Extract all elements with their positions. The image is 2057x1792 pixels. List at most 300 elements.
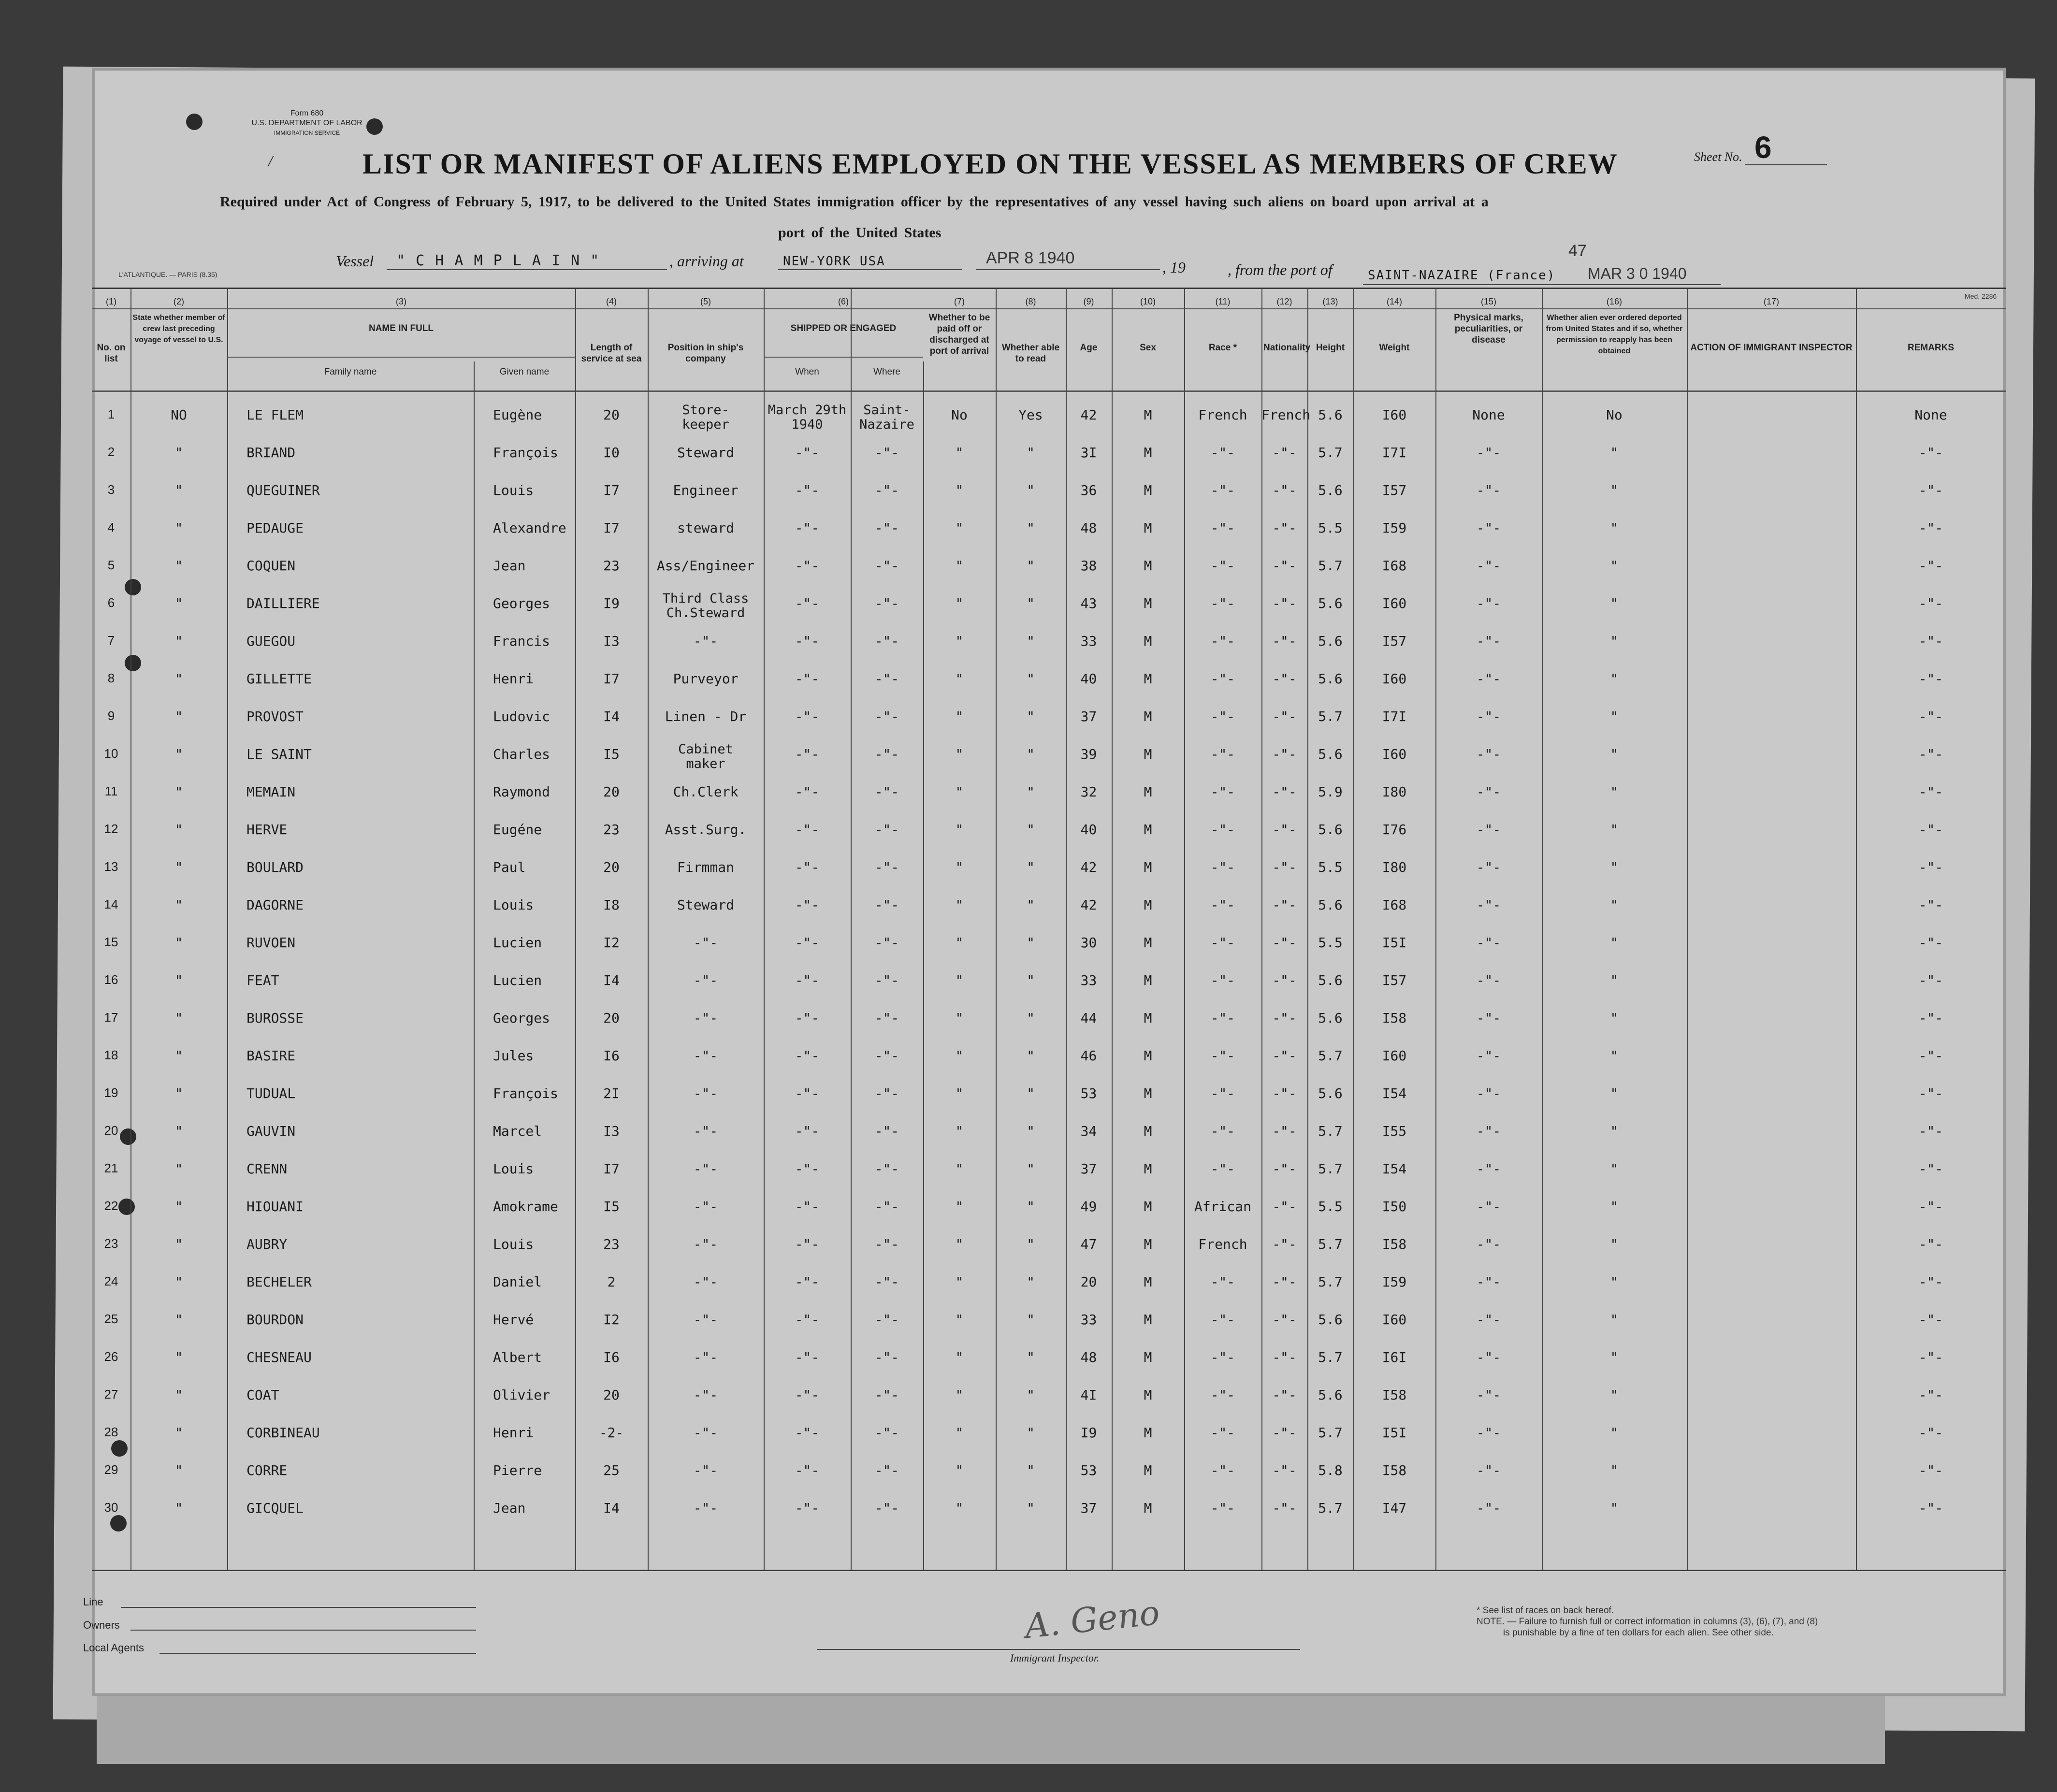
cell-marks: -"- bbox=[1476, 859, 1501, 875]
cell-prev: " bbox=[174, 1085, 183, 1101]
cell-deported: " bbox=[1610, 708, 1619, 724]
cell-age: 3I bbox=[1080, 445, 1097, 461]
cell-no: 4 bbox=[107, 520, 115, 535]
cell-remarks: -"- bbox=[1918, 859, 1943, 875]
cell-deported: " bbox=[1610, 897, 1619, 913]
cell-where: -"- bbox=[874, 520, 899, 536]
cell-where: -"- bbox=[874, 784, 899, 800]
cell-family: COAT bbox=[246, 1387, 279, 1403]
cell-given: Henri bbox=[493, 671, 534, 687]
cell-prev: " bbox=[174, 482, 183, 498]
cell-given: Jules bbox=[493, 1048, 534, 1064]
cell-service: I9 bbox=[603, 595, 620, 611]
cell-height: 5.6 bbox=[1318, 897, 1343, 913]
cell-race: -"- bbox=[1210, 784, 1235, 800]
cell-sex: M bbox=[1144, 520, 1152, 536]
cell-weight: I60 bbox=[1382, 595, 1407, 611]
cell-position: -"- bbox=[693, 1085, 718, 1101]
cell-weight: I7I bbox=[1382, 708, 1407, 724]
cell-weight: I7I bbox=[1382, 445, 1407, 461]
cell-where: -"- bbox=[874, 1462, 899, 1478]
column-number: (14) bbox=[1386, 297, 1402, 306]
cell-read: " bbox=[1027, 1500, 1035, 1516]
cell-service: I8 bbox=[603, 897, 620, 913]
cell-service: I4 bbox=[603, 708, 620, 724]
cell-given: Albert bbox=[493, 1349, 542, 1365]
cell-age: 48 bbox=[1080, 1349, 1097, 1365]
cell-when: -"- bbox=[795, 859, 820, 875]
column-header: Whether to be paid off or discharged at port of arrival bbox=[928, 313, 990, 356]
cell-where: -"- bbox=[874, 935, 899, 951]
cell-weight: I58 bbox=[1382, 1387, 1407, 1403]
cell-race: -"- bbox=[1210, 558, 1235, 574]
cell-when: -"- bbox=[795, 445, 820, 461]
cell-deported: " bbox=[1610, 822, 1619, 838]
cell-sex: M bbox=[1144, 1199, 1152, 1214]
column-header: Length of service at sea bbox=[581, 343, 642, 364]
table-row bbox=[92, 1192, 2006, 1229]
cell-when: -"- bbox=[795, 972, 820, 988]
column-header: NAME IN FULL bbox=[368, 323, 434, 333]
cell-race: -"- bbox=[1210, 708, 1235, 724]
cell-deported: " bbox=[1610, 972, 1619, 988]
cell-prev: " bbox=[174, 1500, 183, 1516]
cell-where: -"- bbox=[874, 972, 899, 988]
cell-no: 23 bbox=[104, 1236, 118, 1251]
cell-remarks: -"- bbox=[1918, 1387, 1943, 1403]
cell-nationality: -"- bbox=[1272, 822, 1297, 838]
cell-nationality: -"- bbox=[1272, 1500, 1297, 1516]
cell-race: -"- bbox=[1210, 1462, 1235, 1478]
cell-service: I2 bbox=[603, 935, 620, 951]
cell-position: -"- bbox=[693, 1349, 718, 1365]
cell-deported: " bbox=[1610, 1387, 1619, 1403]
cell-marks: -"- bbox=[1476, 1199, 1501, 1214]
cell-read: " bbox=[1027, 1462, 1035, 1478]
cell-no: 22 bbox=[104, 1199, 118, 1213]
cell-paid: " bbox=[955, 1500, 964, 1516]
cell-read: " bbox=[1027, 445, 1035, 461]
cell-race: -"- bbox=[1210, 482, 1235, 498]
cell-position: Firmman bbox=[677, 859, 734, 875]
cell-read: " bbox=[1027, 1199, 1035, 1214]
cell-family: COQUEN bbox=[246, 558, 296, 574]
cell-service: I5 bbox=[603, 1199, 620, 1214]
cell-paid: " bbox=[955, 445, 964, 461]
cell-prev: " bbox=[174, 859, 183, 875]
cell-position: -"- bbox=[693, 1010, 718, 1026]
cell-weight: I59 bbox=[1382, 520, 1407, 536]
departure-date-stamp: MAR 3 0 1940 bbox=[1588, 265, 1687, 282]
cell-read: " bbox=[1027, 1161, 1035, 1177]
page-edge bbox=[97, 1691, 1885, 1764]
cell-prev: " bbox=[174, 1312, 183, 1328]
header-mark: / bbox=[268, 152, 273, 170]
cell-marks: -"- bbox=[1476, 708, 1501, 724]
cell-read: " bbox=[1027, 671, 1035, 687]
cell-sex: M bbox=[1144, 972, 1152, 988]
cell-height: 5.9 bbox=[1318, 784, 1343, 800]
cell-remarks: -"- bbox=[1918, 1236, 1943, 1252]
cell-deported: " bbox=[1610, 558, 1619, 574]
cell-nationality: -"- bbox=[1272, 784, 1297, 800]
cell-sex: M bbox=[1144, 1123, 1152, 1139]
cell-deported: " bbox=[1610, 520, 1619, 536]
column-header: Nationality bbox=[1263, 343, 1311, 353]
cell-race: -"- bbox=[1210, 1387, 1235, 1403]
cell-height: 5.5 bbox=[1318, 935, 1343, 951]
subtitle-line-2: port of the United States bbox=[778, 225, 942, 241]
fine-note-2: is punishable by a fine of ten dollars for each alien. See other side. bbox=[1503, 1628, 1774, 1638]
cell-position: -"- bbox=[693, 633, 718, 649]
column-number: (15) bbox=[1480, 297, 1496, 306]
cell-position: -"- bbox=[693, 1161, 718, 1177]
cell-height: 5.6 bbox=[1318, 822, 1343, 838]
cell-weight: I54 bbox=[1382, 1085, 1407, 1101]
cell-nationality: -"- bbox=[1272, 671, 1297, 687]
cell-deported: " bbox=[1610, 1010, 1619, 1026]
cell-when: -"- bbox=[795, 1462, 820, 1478]
arriving-label: , arriving at bbox=[669, 252, 744, 270]
cell-when: -"- bbox=[795, 746, 820, 762]
cell-race: -"- bbox=[1210, 859, 1235, 875]
column-number: (12) bbox=[1276, 297, 1292, 306]
cell-nationality: -"- bbox=[1272, 445, 1297, 461]
cell-no: 21 bbox=[104, 1161, 118, 1175]
owners-field bbox=[130, 1630, 476, 1631]
printer-mark: L'ATLANTIQUE. — PARIS (8.35) bbox=[118, 271, 217, 278]
cell-paid: " bbox=[955, 633, 964, 649]
group-header-rule bbox=[227, 357, 575, 358]
cell-age: 48 bbox=[1080, 520, 1097, 536]
cell-position: -"- bbox=[693, 1462, 718, 1478]
cell-weight: I80 bbox=[1382, 784, 1407, 800]
cell-remarks: -"- bbox=[1918, 445, 1943, 461]
column-subheader: When bbox=[795, 367, 819, 377]
cell-read: " bbox=[1027, 1312, 1035, 1328]
column-number: (3) bbox=[396, 297, 406, 306]
cell-weight: I60 bbox=[1382, 1312, 1407, 1328]
table-row bbox=[92, 1418, 2006, 1456]
cell-prev: " bbox=[174, 558, 183, 574]
cell-no: 19 bbox=[104, 1085, 118, 1100]
cell-sex: M bbox=[1144, 1462, 1152, 1478]
cell-service: I7 bbox=[603, 671, 620, 687]
column-header: Height bbox=[1316, 343, 1345, 353]
from-port-label: , from the port of bbox=[1228, 261, 1333, 278]
cell-paid: " bbox=[955, 1236, 964, 1252]
cell-marks: -"- bbox=[1476, 1010, 1501, 1026]
cell-race: -"- bbox=[1210, 746, 1235, 762]
table-row bbox=[92, 1229, 2006, 1267]
cell-paid: " bbox=[955, 822, 964, 838]
cell-paid: " bbox=[955, 1462, 964, 1478]
cell-race: French bbox=[1198, 1236, 1247, 1252]
cell-age: 33 bbox=[1080, 972, 1097, 988]
cell-deported: " bbox=[1610, 482, 1619, 498]
cell-height: 5.7 bbox=[1318, 558, 1343, 574]
cell-given: François bbox=[493, 1085, 558, 1101]
cell-given: Eugène bbox=[493, 407, 542, 423]
cell-prev: " bbox=[174, 1199, 183, 1214]
table-row bbox=[92, 777, 2006, 815]
cell-prev: " bbox=[174, 822, 183, 838]
cell-service: I6 bbox=[603, 1048, 620, 1064]
cell-race: -"- bbox=[1210, 595, 1235, 611]
cell-remarks: -"- bbox=[1918, 822, 1943, 838]
cell-position: -"- bbox=[693, 935, 718, 951]
cell-read: " bbox=[1027, 520, 1035, 536]
column-header: Position in ship's company bbox=[667, 343, 744, 364]
table-row bbox=[92, 1116, 2006, 1154]
fine-note-1: NOTE. — Failure to furnish full or correct information in columns (3), (6), (7), and (8) bbox=[1477, 1617, 1818, 1627]
cell-nationality: -"- bbox=[1272, 482, 1297, 498]
cell-age: 37 bbox=[1080, 1500, 1097, 1516]
cell-service: 20 bbox=[603, 1387, 620, 1403]
cell-nationality: -"- bbox=[1272, 558, 1297, 574]
cell-family: BOULARD bbox=[246, 859, 304, 875]
cell-no: 16 bbox=[104, 972, 118, 987]
cell-prev: " bbox=[174, 1161, 183, 1177]
cell-position: Store- keeper bbox=[682, 403, 729, 432]
cell-service: 23 bbox=[603, 1236, 620, 1252]
column-header: ACTION OF IMMIGRANT INSPECTOR bbox=[1690, 343, 1853, 353]
cell-sex: M bbox=[1144, 935, 1152, 951]
cell-height: 5.7 bbox=[1318, 1236, 1343, 1252]
cell-weight: I50 bbox=[1382, 1199, 1407, 1214]
cell-height: 5.7 bbox=[1318, 1500, 1343, 1516]
cell-age: 34 bbox=[1080, 1123, 1097, 1139]
cell-remarks: -"- bbox=[1918, 1462, 1943, 1478]
cell-height: 5.7 bbox=[1318, 1161, 1343, 1177]
cell-height: 5.7 bbox=[1318, 1274, 1343, 1290]
cell-paid: " bbox=[955, 520, 964, 536]
cell-nationality: -"- bbox=[1272, 633, 1297, 649]
cell-read: " bbox=[1027, 1123, 1035, 1139]
cell-race: -"- bbox=[1210, 1010, 1235, 1026]
cell-marks: None bbox=[1472, 407, 1505, 423]
cell-family: BOURDON bbox=[246, 1312, 304, 1328]
cell-position: Linen - Dr bbox=[665, 708, 747, 724]
cell-sex: M bbox=[1144, 1010, 1152, 1026]
cell-when: -"- bbox=[795, 1085, 820, 1101]
column-subheader: Given name bbox=[499, 367, 550, 377]
column-number: (16) bbox=[1606, 297, 1622, 306]
cell-no: 13 bbox=[104, 859, 118, 874]
cell-age: 33 bbox=[1080, 1312, 1097, 1328]
cell-remarks: -"- bbox=[1918, 1085, 1943, 1101]
cell-nationality: -"- bbox=[1272, 1274, 1297, 1290]
cell-race: -"- bbox=[1210, 897, 1235, 913]
cell-no: 15 bbox=[104, 935, 118, 949]
cell-deported: " bbox=[1610, 1048, 1619, 1064]
cell-given: Eugéne bbox=[493, 822, 542, 838]
cell-family: GILLETTE bbox=[246, 671, 312, 687]
cell-family: CORBINEAU bbox=[246, 1425, 320, 1441]
cell-marks: -"- bbox=[1476, 595, 1501, 611]
cell-family: DAGORNE bbox=[246, 897, 304, 913]
cell-nationality: -"- bbox=[1272, 1123, 1297, 1139]
cell-no: 6 bbox=[107, 595, 115, 610]
cell-paid: " bbox=[955, 1349, 964, 1365]
cell-marks: -"- bbox=[1476, 1387, 1501, 1403]
signature-line bbox=[817, 1649, 1300, 1650]
cell-age: 43 bbox=[1080, 595, 1097, 611]
cell-position: -"- bbox=[693, 1312, 718, 1328]
cell-age: 42 bbox=[1080, 859, 1097, 875]
cell-prev: " bbox=[174, 1387, 183, 1403]
cell-when: -"- bbox=[795, 822, 820, 838]
cell-height: 5.6 bbox=[1318, 1312, 1343, 1328]
med-number: Med. 2286 bbox=[1965, 292, 1997, 300]
column-subheader: Family name bbox=[324, 367, 377, 377]
cell-read: " bbox=[1027, 822, 1035, 838]
cell-paid: " bbox=[955, 1274, 964, 1290]
cell-given: Amokrame bbox=[493, 1199, 558, 1214]
cell-read: " bbox=[1027, 746, 1035, 762]
cell-where: -"- bbox=[874, 746, 899, 762]
cell-age: 33 bbox=[1080, 633, 1097, 649]
line-label: Line bbox=[83, 1596, 103, 1608]
cell-remarks: -"- bbox=[1918, 1161, 1943, 1177]
cell-read: " bbox=[1027, 558, 1035, 574]
cell-read: " bbox=[1027, 1085, 1035, 1101]
cell-age: 42 bbox=[1080, 407, 1097, 423]
cell-position: Asst.Surg. bbox=[665, 822, 747, 838]
cell-height: 5.6 bbox=[1318, 671, 1343, 687]
cell-service: 20 bbox=[603, 407, 620, 423]
cell-nationality: -"- bbox=[1272, 595, 1297, 611]
cell-service: -2- bbox=[599, 1425, 624, 1441]
cell-height: 5.5 bbox=[1318, 520, 1343, 536]
cell-when: -"- bbox=[795, 1048, 820, 1064]
cell-family: HIOUANI bbox=[246, 1199, 304, 1214]
cell-nationality: -"- bbox=[1272, 1425, 1297, 1441]
cell-position: -"- bbox=[693, 1236, 718, 1252]
column-header: State whether member of crew last preceding voyage of vessel to U.S. bbox=[132, 314, 225, 344]
cell-prev: " bbox=[174, 897, 183, 913]
cell-nationality: -"- bbox=[1272, 1462, 1297, 1478]
cell-nationality: -"- bbox=[1272, 897, 1297, 913]
cell-where: -"- bbox=[874, 1425, 899, 1441]
sheet-label: Sheet No. bbox=[1694, 150, 1742, 164]
cell-position: -"- bbox=[693, 1274, 718, 1290]
column-header: SHIPPED OR ENGAGED bbox=[790, 323, 897, 333]
cell-race: -"- bbox=[1210, 1161, 1235, 1177]
cell-prev: " bbox=[174, 595, 183, 611]
cell-paid: " bbox=[955, 1048, 964, 1064]
cell-sex: M bbox=[1144, 595, 1152, 611]
cell-position: -"- bbox=[693, 972, 718, 988]
line-field bbox=[121, 1607, 476, 1608]
cell-height: 5.7 bbox=[1318, 1123, 1343, 1139]
cell-service: I3 bbox=[603, 1123, 620, 1139]
column-header: Age bbox=[1080, 343, 1098, 353]
cell-sex: M bbox=[1144, 746, 1152, 762]
cell-no: 1 bbox=[107, 407, 115, 421]
cell-when: -"- bbox=[795, 520, 820, 536]
cell-no: 20 bbox=[104, 1123, 118, 1138]
cell-where: -"- bbox=[874, 1010, 899, 1026]
cell-remarks: -"- bbox=[1918, 1500, 1943, 1516]
cell-marks: -"- bbox=[1476, 822, 1501, 838]
table-row bbox=[92, 702, 2006, 739]
cell-age: 37 bbox=[1080, 708, 1097, 724]
cell-given: Daniel bbox=[493, 1274, 542, 1290]
column-header: Whether alien ever ordered deported from United States and if so, whether permission to reapply has been obtained bbox=[1546, 314, 1683, 355]
cell-service: I7 bbox=[603, 1161, 620, 1177]
table-row bbox=[92, 928, 2006, 966]
cell-family: CRENN bbox=[246, 1161, 288, 1177]
cell-given: Louis bbox=[493, 482, 534, 498]
cell-sex: M bbox=[1144, 1085, 1152, 1101]
cell-given: Pierre bbox=[493, 1462, 542, 1478]
cell-prev: " bbox=[174, 1462, 183, 1478]
cell-service: I0 bbox=[603, 445, 620, 461]
cell-paid: " bbox=[955, 859, 964, 875]
cell-no: 10 bbox=[104, 746, 118, 761]
cell-where: -"- bbox=[874, 1349, 899, 1365]
cell-height: 5.6 bbox=[1318, 972, 1343, 988]
cell-race: -"- bbox=[1210, 1274, 1235, 1290]
cell-race: -"- bbox=[1210, 1048, 1235, 1064]
cell-where: -"- bbox=[874, 482, 899, 498]
cell-weight: I58 bbox=[1382, 1462, 1407, 1478]
cell-read: " bbox=[1027, 482, 1035, 498]
cell-position: Engineer bbox=[673, 482, 739, 498]
cell-remarks: -"- bbox=[1918, 746, 1943, 762]
column-number: (13) bbox=[1322, 297, 1338, 306]
cell-where: -"- bbox=[874, 1123, 899, 1139]
cell-when: -"- bbox=[795, 1199, 820, 1214]
cell-read: " bbox=[1027, 1236, 1035, 1252]
cell-weight: I57 bbox=[1382, 482, 1407, 498]
cell-read: " bbox=[1027, 708, 1035, 724]
header-bottom-rule bbox=[92, 390, 2006, 392]
column-number: (4) bbox=[606, 297, 617, 306]
vessel-name: " C H A M P L A I N " bbox=[396, 252, 600, 269]
cell-when: -"- bbox=[795, 1161, 820, 1177]
cell-age: 37 bbox=[1080, 1161, 1097, 1177]
cell-remarks: -"- bbox=[1918, 1048, 1943, 1064]
cell-race: -"- bbox=[1210, 822, 1235, 838]
cell-prev: " bbox=[174, 671, 183, 687]
cell-where: -"- bbox=[874, 1312, 899, 1328]
table-row bbox=[92, 1343, 2006, 1380]
cell-weight: I68 bbox=[1382, 558, 1407, 574]
sheet-underline bbox=[1745, 164, 1827, 165]
cell-nationality: -"- bbox=[1272, 1010, 1297, 1026]
cell-weight: I47 bbox=[1382, 1500, 1407, 1516]
cell-height: 5.7 bbox=[1318, 445, 1343, 461]
cell-when: -"- bbox=[795, 633, 820, 649]
cell-age: 53 bbox=[1080, 1462, 1097, 1478]
column-number: (11) bbox=[1215, 297, 1231, 306]
cell-paid: " bbox=[955, 935, 964, 951]
cell-prev: " bbox=[174, 1236, 183, 1252]
cell-service: 2 bbox=[607, 1274, 616, 1290]
cell-nationality: -"- bbox=[1272, 1048, 1297, 1064]
column-number: (6) bbox=[838, 297, 849, 306]
cell-no: 28 bbox=[104, 1425, 118, 1439]
immigrant-inspector-label: Immigrant Inspector. bbox=[1010, 1652, 1100, 1664]
column-header: Weight bbox=[1379, 343, 1410, 353]
cell-position: Cabinet maker bbox=[678, 742, 733, 771]
local-agents-label: Local Agents bbox=[83, 1642, 144, 1654]
cell-given: Marcel bbox=[493, 1123, 542, 1139]
cell-paid: " bbox=[955, 1010, 964, 1026]
cell-remarks: -"- bbox=[1918, 708, 1943, 724]
